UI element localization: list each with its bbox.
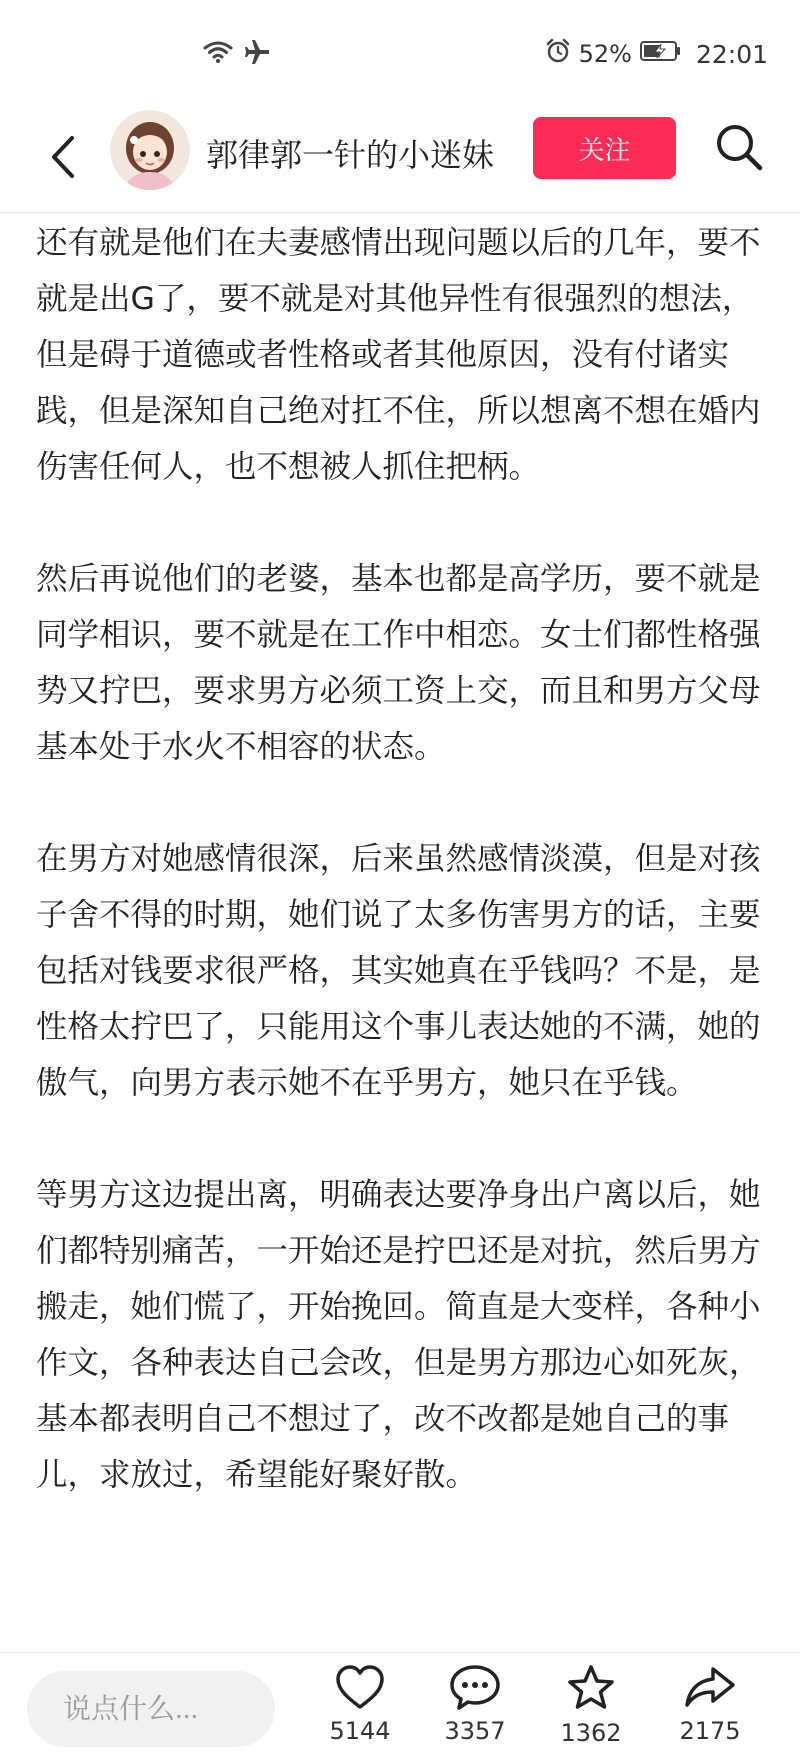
alarm-icon	[545, 38, 571, 70]
like-button[interactable]	[315, 1663, 405, 1745]
back-button[interactable]	[38, 126, 88, 192]
star-icon	[546, 1663, 636, 1713]
clock-time: 22:01	[695, 39, 768, 69]
favorite-count: 1362	[560, 1719, 622, 1747]
share-count: 2175	[679, 1717, 741, 1745]
paragraph: 然后再说他们的老婆，基本也都是高学历，要不就是同学相识，要不就是在工作中相恋。女士们都性格强势又拧巴，要求男方必须工资上交，而且和男方父母基本处于水火不相容的状态。	[36, 561, 761, 765]
paragraph: 还有就是他们在夫妻感情出现问题以后的几年，要不就是出G了，要不就是对其他异性有很强烈的想法，但是碍于道德或者性格或者其他原因，没有付诸实践，但是深知自己绝对扛不住，所以想离不想在婚内伤害任何人，也不想被人抓住把柄。	[36, 225, 761, 485]
bottom-bar	[0, 1652, 800, 1760]
username[interactable]: 郭律郭一针的小迷妹	[206, 136, 495, 174]
comment-count: 3357	[444, 1717, 506, 1745]
favorite-button[interactable]	[546, 1663, 636, 1747]
comment-bubble-icon	[430, 1663, 520, 1711]
status-right	[545, 38, 768, 70]
paragraph: 在男方对她感情很深，后来虽然感情淡漠，但是对孩子舍不得的时期，她们说了太多伤害男方的话，主要包括对钱要求很严格，其实她真在乎钱吗？不是，是性格太拧巴了，只能用这个事儿表达她的不满，她的傲气，向男方表示她不在乎男方，她只在乎钱。	[36, 841, 761, 1101]
post-content	[36, 215, 766, 1503]
heart-icon	[315, 1663, 405, 1711]
battery-charging-icon	[640, 40, 682, 68]
back-arrow-icon	[48, 135, 78, 183]
search-button[interactable]	[712, 120, 768, 176]
search-icon	[712, 161, 768, 180]
status-bar	[0, 0, 800, 110]
paragraph: 等男方这边提出离，明确表达要净身出户离以后，她们都特别痛苦，一开始还是拧巴还是对抗，然后男方搬走，她们慌了，开始挽回。简直是大变样，各种小作文，各种表达自己会改，但是男方那边心如死灰，基本都表明自己不想过了，改不改都是她自己的事儿，求放过，希望能好聚好散。	[36, 1177, 761, 1493]
wifi-icon	[203, 40, 233, 68]
airplane-icon	[243, 38, 271, 70]
share-button[interactable]	[665, 1663, 755, 1745]
share-arrow-icon	[665, 1663, 755, 1711]
follow-button[interactable]: 关注	[533, 117, 676, 179]
battery-percent: 52%	[578, 40, 632, 68]
avatar[interactable]	[110, 110, 190, 190]
status-left	[203, 38, 271, 70]
header	[0, 110, 800, 213]
comment-input[interactable]	[27, 1671, 275, 1747]
like-count: 5144	[329, 1717, 391, 1745]
comment-button[interactable]	[430, 1663, 520, 1745]
